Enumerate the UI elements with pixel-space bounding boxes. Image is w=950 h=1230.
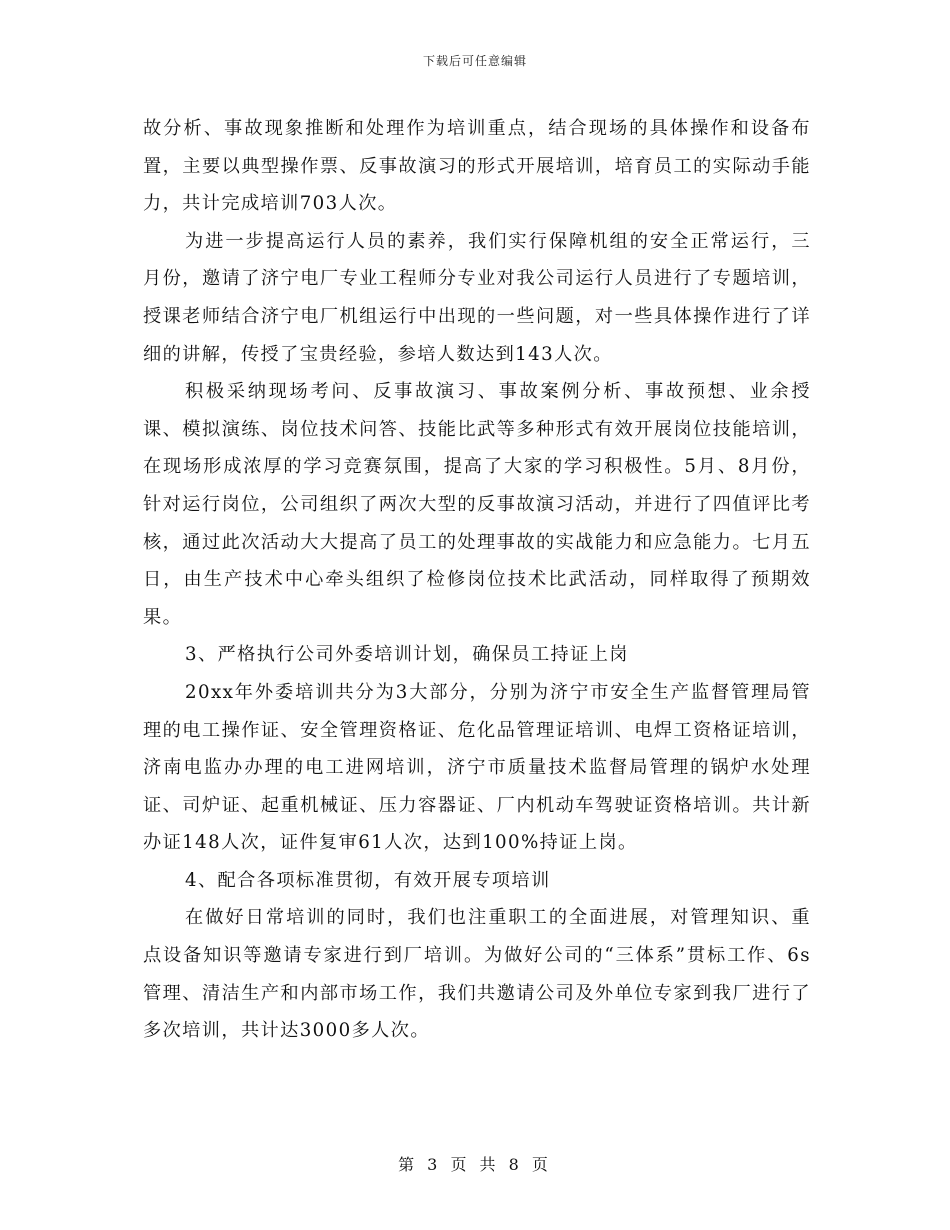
paragraph-2: 为进一步提高运行人员的素养，我们实行保障机组的安全正常运行，三月份，邀请了济宁电厂专业工程师分专业对我公司运行人员进行了专题培训，授课老师结合济宁电厂机组运行中出现的一些问题，对一些具体操作进行了详细的讲解，传授了宝贵经验，参培人数达到143人次。 [143,230,811,365]
section-heading-4: 4、配合各项标准贯彻，有效开展专项培训 [185,869,551,891]
section-heading-3: 3、严格执行公司外委培训计划，确保员工持证上岗 [185,644,629,666]
document-body [143,110,811,1050]
paragraph-5: 在做好日常培训的同时，我们也注重职工的全面进展，对管理知识、重点设备知识等邀请专家进行到厂培训。为做好公司的“三体系”贯标工作、6s管理、清洁生产和内部市场工作，我们共邀请公司及外单位专家到我厂进行了多次培训，共计达3000多人次。 [143,907,811,1042]
paragraph-3: 积极采纳现场考问、反事故演习、事故案例分析、事故预想、业余授课、模拟演练、岗位技术问答、技能比武等多种形式有效开展岗位技能培训，在现场形成浓厚的学习竞赛氛围，提高了大家的学习积极性。5月、8月份，针对运行岗位，公司组织了两次大型的反事故演习活动，并进行了四值评比考核，通过此次活动大大提高了员工的处理事故的实战能力和应急能力。七月五日，由生产技术中心牵头组织了检修岗位技术比武活动，同样取得了预期效果。 [143,381,811,628]
page-header: 下载后可任意编辑 [422,54,527,68]
paragraph-1: 故分析、事故现象推断和处理作为培训重点，结合现场的具体操作和设备布置，主要以典型操作票、反事故演习的形式开展培训，培育员工的实际动手能力，共计完成培训703人次。 [143,118,811,215]
paragraph-4: 20xx年外委培训共分为3大部分，分别为济宁市安全生产监督管理局管理的电工操作证、安全管理资格证、危化品管理证培训、电焊工资格证培训，济南电监办办理的电工进网培训，济宁市质量技术监督局管理的锅炉水处理证、司炉证、起重机械证、压力容器证、厂内机动车驾驶证资格培训。共计新办证148人次，证件复审61人次，达到100%持证上岗。 [143,681,811,854]
page-footer: 第 3 页 共 8 页 [398,1155,552,1174]
